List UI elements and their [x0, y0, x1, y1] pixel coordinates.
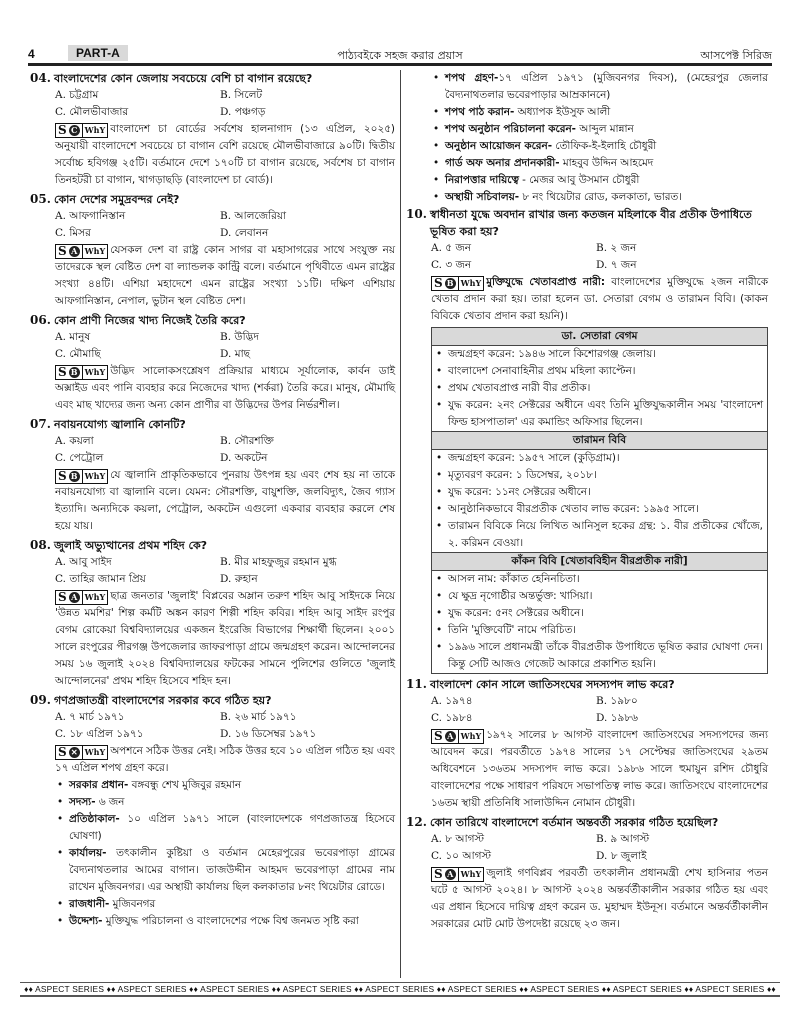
question-heading [406, 206, 768, 240]
bullet-text: ১৭ এপ্রিল ১৯৭১ (মুজিবনগর দিবস), (মেহেরপুর জেলার বৈদ্যনাথতলার ভবেরপাড়ার আম্রকাননে) [445, 72, 768, 101]
question-text: বাংলাদেশের কোন জেলায় সবচেয়ে বেশি চা বাগান রয়েছে? [54, 72, 313, 85]
option-letter: D. [220, 728, 232, 740]
option-text: অকটেন [234, 452, 268, 464]
answer-circle-icon: A [445, 731, 456, 742]
option-letter: A. [55, 210, 66, 222]
option-text: ৩ জন [445, 259, 472, 271]
option-item [55, 554, 220, 571]
explanation-text: জুলাই গণবিপ্লব পরবর্তী তৎকালীন প্রধানমন্ত্রী শেখ হাসিনার পতন ঘটে ৫ আগস্ট ২০২৪। ৮ আগস্ট ২০২৪ অন্তর্বর্তীকালীন সরকার গঠিত হয় এবং এর প্রধান হিসেবে দায়িত্ব গ্রহণ করেন ড. মুহাম্মদ ইউনূস। বর্তমানে অন্তর্বর্তীকালীন সরকারের মোট মোট উপদেষ্টা রয়েছে ২৩ জন। [431, 867, 768, 930]
bullet-label: কার্যালয়- [69, 847, 107, 859]
bullet-item [55, 777, 395, 794]
badge-why-label: WhY [82, 366, 108, 379]
question-text: কোন তারিখে বাংলাদেশে বর্তমান অন্তবর্তী সরকার গঠিত হয়েছিল? [430, 816, 719, 829]
badge-s-label: S [58, 244, 67, 258]
bullet-text: ৮ নং থিয়েটার রোড, কলকাতা, ভারত। [519, 191, 682, 203]
info-box-item: • তারামন বিবিকে নিয়ে লিখিত আনিসুল হকের গ্রন্থ: ১. বীর প্রতীকের খোঁজে, ২. করিমন বেওয়া। [434, 518, 763, 552]
badge-s-label: S [58, 590, 67, 604]
option-item [220, 87, 395, 104]
option-text: ২ জন [610, 242, 637, 254]
option-letter: C. [55, 452, 66, 464]
bullet-item [55, 794, 395, 811]
option-item [596, 831, 768, 848]
option-letter: A. [55, 556, 66, 568]
bullet-label: উদ্দেশ্য- [69, 915, 103, 927]
question-text: গণপ্রজাতন্ত্রী বাংলাদেশের সরকার কবে গঠিত হয়? [54, 694, 272, 707]
option-item [220, 329, 395, 346]
option-item [596, 710, 768, 727]
question-block [30, 191, 395, 310]
info-box-list [434, 571, 763, 673]
info-box-item: • আসল নাম: কাঁকাত হেনিনচিতা। [434, 571, 763, 588]
option-text: মীর মাহফুজুর রহমান মুগ্ধ [234, 556, 337, 568]
badge-why-label: WhY [82, 470, 108, 483]
option-letter: A. [431, 242, 442, 254]
badge-s-label: S [58, 365, 67, 379]
solution-badge-icon [55, 365, 108, 380]
bullet-label: রাজধানী- [69, 898, 110, 910]
option-letter: C. [55, 348, 66, 360]
option-text: ৮ জুলাই [610, 850, 647, 862]
solution-badge-icon [431, 276, 484, 291]
option-letter: C. [55, 227, 66, 239]
option-letter: A. [55, 435, 66, 447]
option-text: আলজেরিয়া [234, 210, 287, 222]
option-item [220, 554, 395, 571]
question-number: 06. [30, 313, 51, 327]
option-letter: B. [220, 331, 232, 343]
info-box-list [434, 450, 763, 552]
question-block [406, 814, 768, 933]
option-text: আফগানিস্তান [69, 210, 126, 222]
option-item [55, 726, 220, 743]
options-grid [431, 240, 768, 274]
option-letter: C. [55, 728, 66, 740]
option-letter: B. [220, 435, 232, 447]
explanation-text: অপশনে সঠিক উত্তর নেই। সঠিক উত্তর হবে ১০ এপ্রিল গঠিত হয় এবং ১৭ এপ্রিল শপথ গ্রহণ করে। [55, 745, 395, 774]
option-text: উদ্ভিদ [234, 331, 259, 343]
question-block [30, 312, 395, 414]
info-box-item: • প্রথম খেতাবপ্রাপ্ত নারী বীর প্রতীক। [434, 380, 763, 397]
option-text: ৭ জন [610, 259, 637, 271]
info-box-heading: কাঁকন বিবি [খেতাববিহীন বীরপ্রতীক নারী] [432, 552, 767, 571]
badge-s-label: S [434, 867, 443, 881]
bullet-text: ১০ এপ্রিল ১৯৭১ সালে (বাংলাদেশকে গণপ্রজাতন্ত্র হিসেবে ঘোষণা) [69, 813, 395, 842]
question-number: 11. [406, 677, 427, 691]
badge-why-label: WhY [82, 591, 108, 604]
option-text: ৮ আগস্ট [445, 833, 485, 845]
answer-circle-icon: B [69, 367, 80, 378]
bullet-text: তৎকালীন কুষ্টিয়া ও বর্তমান মেহেরপুরের ভবেরপাড়া গ্রামের বৈদ্যনাথতলার আমের বাগান। তাজউদ্দীন আহমদ ভবেরপাড়া গ্রামের নাম রাখেন মুজিবনগর। এর অস্থায়ী কার্যালয় ছিল কলকাতার ৮নং থিয়েটার রোডে। [69, 847, 395, 893]
badge-why-label: WhY [458, 730, 484, 743]
option-item [55, 450, 220, 467]
option-text: কয়লা [69, 435, 94, 447]
question-text: কোন প্রাণী নিজের খাদ্য নিজেই তৈরি করে? [54, 314, 246, 327]
question-block [30, 692, 395, 930]
option-text: সিলেট [234, 89, 263, 101]
options-grid [55, 554, 395, 588]
question-heading [30, 537, 395, 554]
option-item [220, 346, 395, 363]
explanation [55, 467, 395, 535]
header-title: পাঠ্যবইকে সহজ করার প্রয়াস [337, 49, 463, 62]
option-text: রুহান [234, 573, 258, 585]
bullet-item [431, 138, 768, 155]
question-block [30, 537, 395, 690]
bullet-text: মুজিবনগর [109, 898, 156, 910]
bullet-label: অস্থায়ী সচিবালয়- [445, 191, 520, 203]
left-column [30, 70, 395, 932]
question-number: 05. [30, 192, 51, 206]
option-item [55, 87, 220, 104]
explanation-heading: মুক্তিযুদ্ধে খেতাবপ্রাপ্ত নারী: [486, 276, 605, 288]
question-heading [406, 676, 768, 693]
option-text: ১৬ ডিসেম্বর ১৯৭১ [234, 728, 317, 740]
option-letter: A. [55, 89, 66, 101]
option-text: মাছ [234, 348, 250, 360]
option-text: পেট্রোল [69, 452, 104, 464]
question-block [30, 416, 395, 535]
question-text: নবায়নযোগ্য জ্বালানি কোনটি? [54, 418, 186, 431]
question-number: 12. [406, 815, 427, 829]
option-text: মানুষ [69, 331, 91, 343]
question-number: 09. [30, 693, 51, 707]
explanation-text: উদ্ভিদ সালোকসংশ্লেষণ প্রক্রিয়ার মাধ্যমে সূর্যালোক, কার্বন ডাই অক্সাইড এবং পানি ব্যবহার করে নিজেদের খাদ্য (শর্করা) তৈরি করে। মানুষ, মৌমাছি এবং মাছ খাদ্যের জন্য অন্য কোন প্রাণীর বা উদ্ভিদের উপর নির্ভরশীল। [55, 365, 395, 411]
page-header [20, 44, 780, 64]
info-box [431, 327, 768, 674]
bullet-item [431, 70, 768, 104]
question-text: কোন দেশের সমুদ্রবন্দর নেই? [54, 193, 180, 206]
options-grid [431, 831, 768, 865]
explanation [55, 743, 395, 777]
option-item [55, 208, 220, 225]
option-item [55, 225, 220, 242]
solution-badge-icon [55, 590, 108, 605]
answer-circle-icon: C [69, 125, 80, 136]
bullet-item [431, 155, 768, 172]
option-item [431, 240, 596, 257]
question-number: 04. [30, 71, 51, 85]
info-box-item: • যে ক্ষুদ্র নৃগোষ্ঠীর অন্তর্ভুক্ত: খাসিয়া। [434, 588, 763, 605]
option-item [431, 831, 596, 848]
option-item [220, 571, 395, 588]
bullet-label: গার্ড অফ অনার প্রদানকারী- [445, 157, 560, 169]
explanation [431, 865, 768, 933]
option-item [596, 848, 768, 865]
option-letter: D. [596, 712, 608, 724]
question-heading [30, 191, 395, 208]
option-letter: D. [596, 850, 608, 862]
option-letter: B. [220, 711, 232, 723]
bullet-label: সদস্য- [69, 796, 96, 808]
option-letter: C. [431, 712, 442, 724]
question-heading [406, 814, 768, 831]
option-letter: D. [220, 227, 232, 239]
bullet-item [431, 104, 768, 121]
bullet-label: নিরাপত্তার দায়িত্বে [445, 174, 519, 186]
option-letter: A. [55, 711, 66, 723]
bullet-text: তৌফিক-ই-ইলাহি চৌধুরী [552, 140, 657, 152]
option-letter: A. [431, 833, 442, 845]
answer-circle-icon: A [69, 246, 80, 257]
info-box-list [434, 346, 763, 431]
solution-badge-icon [55, 745, 108, 760]
explanation-text: যেসকল দেশ বা রাষ্ট্র কোন সাগর বা মহাসাগরের সাথে সংযুক্ত নয় তাদেরকে স্থল বেষ্টিত দেশ বা ল্যান্ডলক কান্ট্রি বলে। বর্তমানে পৃথিবীতে এমন রাষ্ট্রের সংখ্যা ৪৪টি। এশিয়া মহাদেশে এমন রাষ্ট্রের সংখ্যা ১১টি। দক্ষিণ এশিয়ায় আফগানিস্তান, নেপাল, ভুটান স্থল বেষ্টিত দেশ। [55, 244, 395, 307]
option-item [220, 225, 395, 242]
option-item [55, 571, 220, 588]
bullet-item [431, 121, 768, 138]
options-grid [55, 329, 395, 363]
badge-s-label: S [58, 123, 67, 137]
option-letter: D. [220, 348, 232, 360]
info-box-item: • মৃত্যুবরণ করেন: ১ ডিসেম্বর, ২০১৮। [434, 467, 763, 484]
answer-circle-icon: B [69, 471, 80, 482]
bullet-label: শপথ গ্রহণ- [445, 72, 499, 84]
explanation [55, 121, 395, 189]
option-text: ২৬ মার্চ ১৯৭১ [234, 711, 297, 723]
option-text: তাহির জামান প্রিয় [69, 573, 146, 585]
info-box-item: • ১৯৯৬ সালে প্রধানমন্ত্রী তাঁকে বীরপ্রতীক উপাধিতে ভূষিত করার ঘোষণা দেন। কিন্তু সেটি আজও গেজেট আকারে প্রকাশিত হয়নি। [434, 639, 763, 673]
badge-s-label: S [434, 276, 443, 290]
bullet-item [431, 172, 768, 189]
option-letter: B. [220, 210, 232, 222]
option-text: মৌলভীবাজার [69, 106, 129, 118]
option-text: ৭ মার্চ ১৯৭১ [69, 711, 125, 723]
option-letter: B. [596, 242, 608, 254]
option-letter: D. [220, 573, 232, 585]
bullet-item [55, 896, 395, 913]
option-text: ১৯৮০ [610, 695, 638, 707]
bullet-list [55, 777, 395, 930]
option-text: লেবানন [234, 227, 269, 239]
info-box-heading: তারামন বিবি [432, 431, 767, 450]
bullet-text: মাহবুব উদ্দিন আহমেদ [559, 157, 654, 169]
option-letter: A. [55, 331, 66, 343]
info-box-item: • জন্মগ্রহণ করেন: ১৯৫৭ সালে (কুড়িগ্রাম)। [434, 450, 763, 467]
answer-circle-icon: ✕ [69, 747, 80, 758]
footer-banner: ♦♦ ASPECT SERIES ♦♦ ASPECT SERIES ♦♦ ASPECT SERIES ♦♦ ASPECT SERIES ♦♦ ASPECT SERIES ♦♦ ASPECT SERIES ♦♦ ASPECT SERIES ♦♦ ASPECT SERIES ♦♦ ASPECT SERIES ♦♦ [20, 982, 780, 997]
explanation [431, 274, 768, 325]
option-item [431, 693, 596, 710]
question-number: 07. [30, 417, 51, 431]
option-item [55, 709, 220, 726]
option-text: মিসর [69, 227, 91, 239]
badge-s-label: S [58, 745, 67, 759]
badge-why-label: WhY [458, 277, 484, 290]
info-box-item: • যুদ্ধ করেন: ২নং সেক্টরের অধীনে এবং তিনি মুক্তিযুদ্ধকালীন সময় 'বাংলাদেশ ফিল্ড হাসপাতাল' এর কমান্ডিং অফিসার ছিলেন। [434, 397, 763, 431]
option-item [220, 450, 395, 467]
options-grid [55, 709, 395, 743]
badge-s-label: S [58, 469, 67, 483]
bullet-label: প্রতিষ্ঠাকাল- [69, 813, 120, 825]
bullet-label: অনুষ্ঠান আয়োজন করেন- [445, 140, 553, 152]
option-letter: B. [596, 833, 608, 845]
info-box-item: • যুদ্ধ করেন: ৫নং সেক্টরের অধীনে। [434, 605, 763, 622]
option-letter: C. [431, 850, 442, 862]
option-text: ১৯৭৪ [445, 695, 473, 707]
option-item [220, 726, 395, 743]
question-block [406, 676, 768, 812]
badge-why-label: WhY [458, 868, 484, 881]
header-divider [28, 63, 772, 66]
bullet-text: বঙ্গবন্ধু শেখ মুজিবুর রহমান [128, 779, 242, 791]
option-text: মৌমাছি [69, 348, 101, 360]
option-letter: B. [596, 695, 608, 707]
bullet-label: শপথ অনুষ্ঠান পরিচালনা করেন- [445, 123, 576, 135]
explanation-text: বাংলাদেশ চা বোর্ডের সর্বশেষ হালনাগাদ (১৩ এপ্রিল, ২০২৫) অনুযায়ী বাংলাদেশে সবচেয়ে চা বাগান বেশি রয়েছে মৌলভীবাজারে ৯০টি। দ্বিতীয় সর্বোচ্চ হবিগঞ্জ ২৫টি। বর্তমানে দেশে ১৭০টি চা বাগান রয়েছে, সর্বশেষ চা বাগান তিনহটরী চা বাগান, খাগড়াছড়ি (বাংলাদেশ চা বোর্ড)। [55, 123, 395, 186]
bullet-text: আব্দুল মান্নান [575, 123, 634, 135]
option-text: পঞ্চগড় [234, 106, 266, 118]
option-letter: C. [431, 259, 442, 271]
option-letter: C. [55, 573, 66, 585]
bullet-label: শপথ পাঠ করান- [445, 106, 515, 118]
badge-why-label: WhY [82, 746, 108, 759]
option-text: ১৯৮৪ [445, 712, 473, 724]
bullet-text: ৬ জন [95, 796, 125, 808]
options-grid [55, 433, 395, 467]
part-label: PART-A [68, 45, 128, 61]
option-text: চট্টগ্রাম [69, 89, 99, 101]
option-text: ১৮ এপ্রিল ১৯৭১ [69, 728, 144, 740]
option-letter: B. [220, 89, 232, 101]
badge-why-label: WhY [82, 124, 108, 137]
info-box-item: • আনুষ্ঠানিকভাবে বীরপ্রতীক খেতাব লাভ করেন: ১৯৯৫ সালে। [434, 501, 763, 518]
option-item [431, 257, 596, 274]
explanation [431, 727, 768, 812]
option-text: ১০ আগস্ট [445, 850, 491, 862]
answer-circle-icon: A [445, 869, 456, 880]
option-item [220, 433, 395, 450]
option-item [596, 240, 768, 257]
explanation-text: বাংলাদেশের মুক্তিযুদ্ধে ২জন নারীকে খেতাব প্রদান করা হয়। তারা হলেন ডা. সেতারা বেগম ও তারামন বিবি। (কাকন বিবিকে খেতাব প্রদান করা হয়নি)। [431, 276, 768, 322]
option-text: ১৯৮৬ [610, 712, 639, 724]
question-text: জুলাই অভ্যুত্থানের প্রথম শহিদ কে? [54, 539, 208, 552]
solution-badge-icon [431, 729, 484, 744]
option-item [596, 257, 768, 274]
option-item [596, 693, 768, 710]
answer-circle-icon: A [69, 592, 80, 603]
explanation-text: যে জ্বালানি প্রাকৃতিকভাবে পুনরায় উৎপন্ন হয় এবং শেষ হয় না তাকে নবায়নযোগ্য বা জ্বালানি বলে। যেমন: সৌরশক্তি, বায়ুশক্তি, জলবিদ্যুৎ, জৈব গ্যাস ইত্যাদি। অন্যদিকে কয়লা, পেট্রোল, অকটেন এগুলো একবার ব্যবহার করলে শেষ হয়ে যায়। [55, 469, 395, 532]
options-grid [431, 693, 768, 727]
bullet-text: - মেজর আবু উসমান চৌধুরী [518, 174, 640, 186]
option-letter: B. [220, 556, 232, 568]
solution-badge-icon [431, 867, 484, 882]
option-item [220, 104, 395, 121]
question-heading [30, 70, 395, 87]
option-item [55, 104, 220, 121]
option-item [55, 346, 220, 363]
info-box-item: • জন্মগ্রহণ করেন: ১৯৪৬ সালে কিশোরগঞ্জ জেলায়। [434, 346, 763, 363]
option-item [55, 433, 220, 450]
right-column [406, 70, 768, 935]
option-text: ৯ আগস্ট [610, 833, 650, 845]
bullet-text: অধ্যাপক ইউসুফ আলী [514, 106, 611, 118]
option-letter: D. [220, 452, 232, 464]
question-heading [30, 692, 395, 709]
bullet-item [55, 845, 395, 896]
option-letter: A. [431, 695, 442, 707]
explanation [55, 588, 395, 690]
question-text: বাংলাদেশ কোন সালে জাতিসংঘের সদস্যপদ লাভ করে? [430, 678, 675, 691]
option-item [220, 208, 395, 225]
answer-circle-icon: B [445, 278, 456, 289]
explanation [55, 242, 395, 310]
option-text: আবু সাইদ [69, 556, 112, 568]
options-grid [55, 87, 395, 121]
bullet-item [55, 811, 395, 845]
option-letter: D. [596, 259, 608, 271]
series-name: আসপেক্ট সিরিজ [700, 49, 772, 62]
option-letter: D. [220, 106, 232, 118]
option-text: সৌরশক্তি [234, 435, 274, 447]
info-box-item: • বাংলাদেশ সেনাবাহিনীর প্রথম মহিলা ক্যাপ্টেন। [434, 363, 763, 380]
option-text: ৫ জন [445, 242, 472, 254]
option-letter: C. [55, 106, 66, 118]
bullet-text: মুক্তিযুদ্ধ পরিচালনা ও বাংলাদেশের পক্ষে বিশ্ব জনমত সৃষ্টি করা [102, 915, 359, 927]
question-block [406, 206, 768, 674]
solution-badge-icon [55, 244, 108, 259]
badge-s-label: S [434, 729, 443, 743]
badge-why-label: WhY [82, 245, 108, 258]
explanation-text: ১৯৭২ সালের ৮ আগস্ট বাংলাদেশ জাতিসংঘের সদস্যপদের জন্য আবেদন করে। পরবর্তীতে ১৯৭৪ সালের ১৭ সেপ্টেম্বর জাতিসংঘের ২৯তম অধিবেশনে ১৩৬তম সদস্যপদ লাভ করে। ১৯৮৬ সালে হুমায়ুন রশিদ চৌধুরি বাংলাদেশের পক্ষে সাধারণ পরিষদে সভাপতিত্ব লাভ করে। জাতিসংঘে বাংলাদেশের ১৬তম স্থায়ী প্রতিনিধি সালাউদ্দিন নোমান চৌধুরী। [431, 729, 768, 809]
option-item [431, 848, 596, 865]
solution-badge-icon [55, 469, 108, 484]
question-number: 08. [30, 538, 51, 552]
question-number: 10. [406, 207, 427, 221]
bullet-item [55, 913, 395, 930]
bullet-label: সরকার প্রধান- [69, 779, 129, 791]
info-box-item: • তিনি 'মুক্তিবেটি' নামে পরিচিত। [434, 622, 763, 639]
explanation-text: ছাত্র জনতার 'জুলাই' বিপ্লবের অম্লান তরুণ শহিদ আবু সাইদকে নিয়ে 'উন্নত মমশির' শিল্প কর্মটি অঙ্কন কারণ শিল্পী শহিদ কবির। শহিদ আবু সাইদ রংপুর বেগম রোকেয়া বিশ্ববিদ্যালয়ের একজন ইংরেজি বিভাগের শিক্ষার্থী ছিলেন। ২০০১ সালে রংপুরের পীরগঞ্জ উপজেলার জাফরপাড়া গ্রামে জন্মগ্রহণ করেন। আন্দোলনের সময় ১৬ জুলাই ২০২৪ বিশ্ববিদ্যালয়ের ফটকের সামনে পুলিশের গুলিতে 'জুলাই আন্দোলনের' প্রথম শহিদ হিসেবে শহিদ হন। [55, 590, 395, 687]
page-number: 4 [28, 47, 35, 61]
question-heading [30, 312, 395, 329]
question-block [30, 70, 395, 189]
options-grid [55, 208, 395, 242]
bullet-item [431, 189, 768, 206]
info-box-heading: ডা. সেতারা বেগম [432, 328, 767, 346]
option-item [220, 709, 395, 726]
column-divider [400, 70, 401, 978]
bullet-list [431, 70, 768, 206]
question-heading [30, 416, 395, 433]
info-box-item: • যুদ্ধ করেন: ১১নং সেক্টরের অধীনে। [434, 484, 763, 501]
option-item [431, 710, 596, 727]
question-text: স্বাধীনতা যুদ্ধে অবদান রাখার জন্য কতজন মহিলাকে বীর প্রতীক উপাধিতে ভূষিত করা হয়? [430, 208, 752, 238]
solution-badge-icon [55, 123, 108, 138]
option-item [55, 329, 220, 346]
explanation [55, 363, 395, 414]
